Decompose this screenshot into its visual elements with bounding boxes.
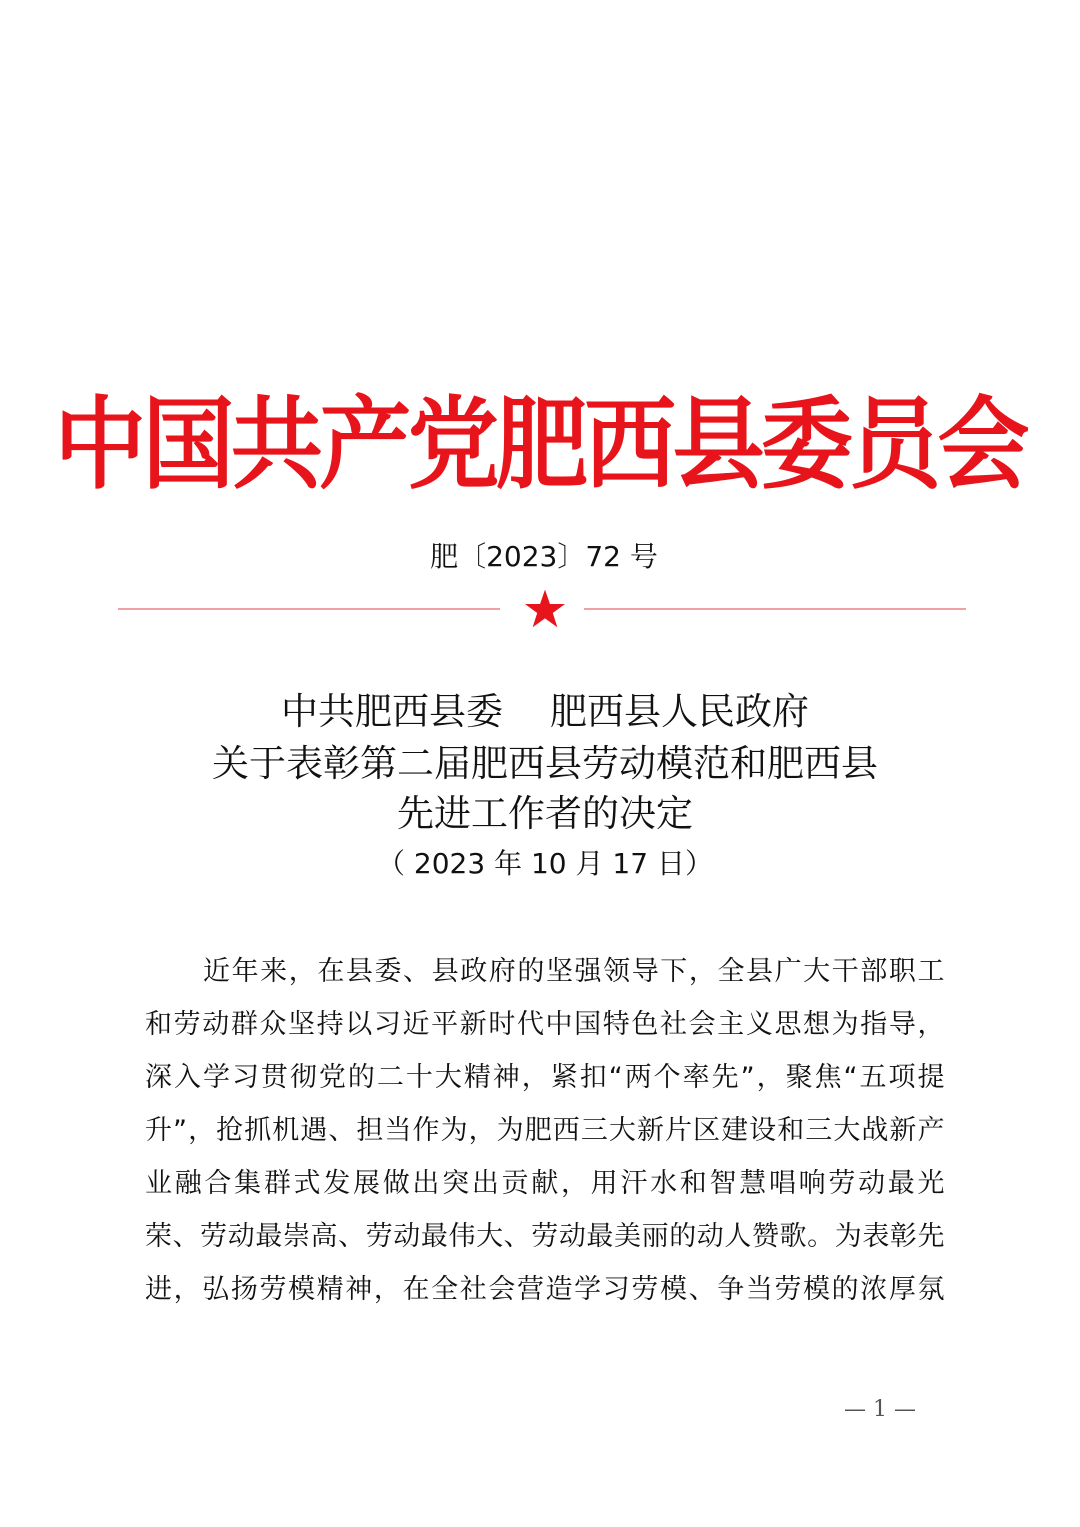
- red-divider-left: [118, 608, 500, 610]
- body-line: 升”，抢抓机遇、担当作为，为肥西三大新片区建设和三大战新产: [145, 1115, 945, 1146]
- body-line: 近年来，在县委、县政府的坚强领导下，全县广大干部职工: [203, 956, 945, 987]
- star-shape: [525, 590, 565, 628]
- star-icon: [524, 588, 566, 630]
- masthead-title: 中国共产党肥西县委员会: [54, 386, 1026, 503]
- decision-date: （ 2023 年 10 月 17 日）: [377, 847, 713, 880]
- body-line: 荣、劳动最崇高、劳动最伟大、劳动最美丽的动人赞歌。为表彰先: [145, 1221, 945, 1252]
- page-number: — 1 —: [844, 1397, 916, 1422]
- body-line: 和劳动群众坚持以习近平新时代中国特色社会主义思想为指导，: [145, 1009, 945, 1040]
- decision-title-line-1: 中共肥西县委 肥西县人民政府: [280, 690, 810, 733]
- body-paragraph: [145, 945, 945, 1316]
- body-line: 业融合集群式发展做出突出贡献，用汗水和智慧唱响劳动最光: [145, 1168, 945, 1199]
- body-line: 进，弘扬劳模精神，在全社会营造学习劳模、争当劳模的浓厚氛: [145, 1274, 945, 1305]
- decision-title-line-2: 关于表彰第二届肥西县劳动模范和肥西县: [212, 742, 878, 785]
- red-divider-right: [584, 608, 966, 610]
- decision-title-line-3: 先进工作者的决定: [397, 792, 693, 835]
- body-line: 深入学习贯彻党的二十大精神，紧扣“两个率先”，聚焦“五项提: [145, 1062, 945, 1093]
- document-number: 肥〔2023〕72 号: [430, 540, 658, 573]
